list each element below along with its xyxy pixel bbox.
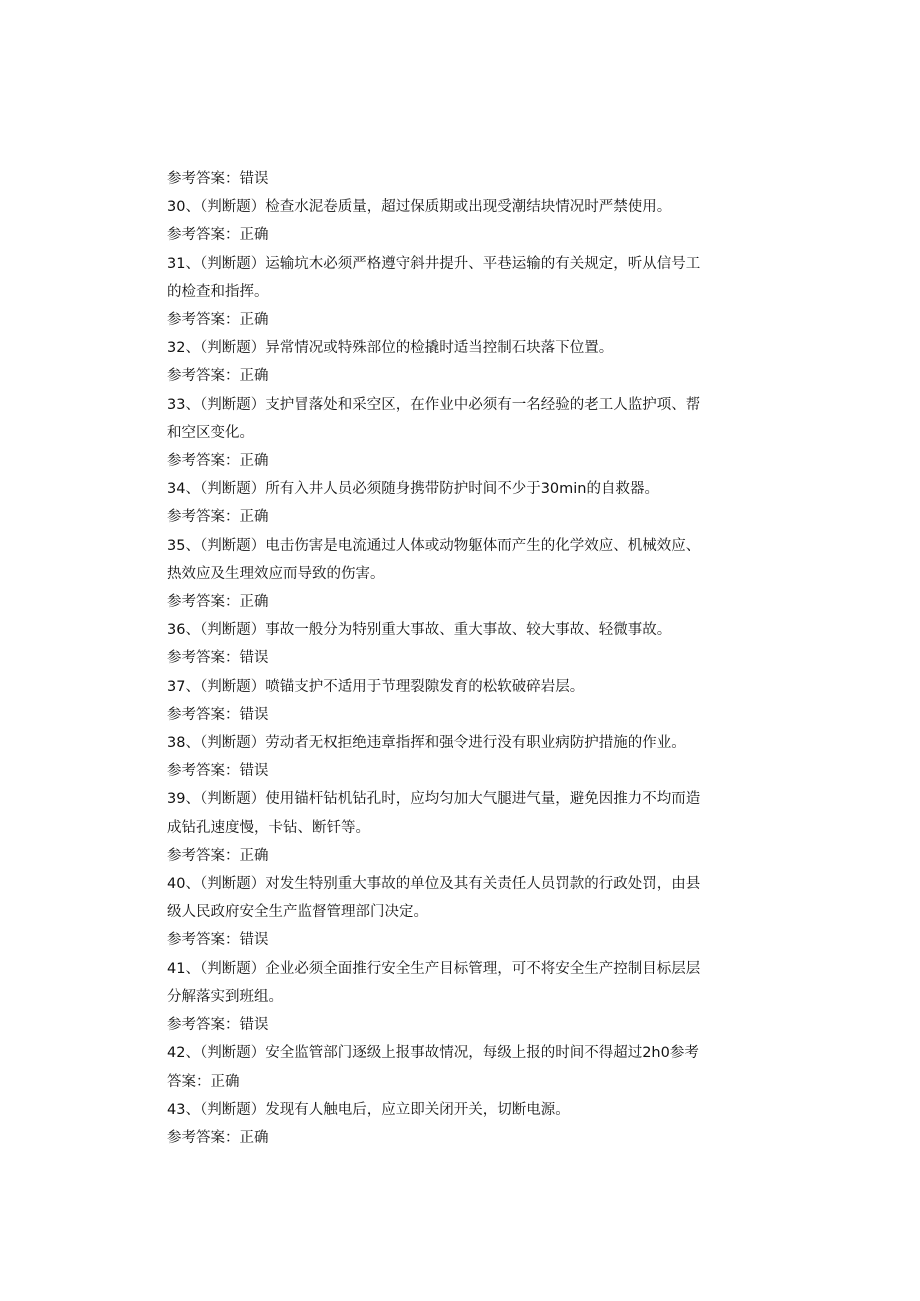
question-line: 32、（判断题）异常情况或特殊部位的检撬时适当控制石块落下位置。 (167, 340, 614, 357)
answer-line: 参考答案：错误 (167, 171, 269, 187)
question-line: 31、（判断题）运输坑木必须严格遵守斜井提升、平巷运输的有关规定，听从信号工 (167, 255, 701, 272)
question-continuation: 热效应及生理效应而导致的伤害。 (167, 565, 385, 582)
question-line: 41、（判断题）企业必须全面推行安全生产目标管理，可不将安全生产控制目标层层 (167, 960, 701, 977)
answer-line: 参考答案：错误 (167, 932, 269, 949)
answer-line: 参考答案：错误 (167, 650, 269, 667)
question-line: 36、（判断题）事故一般分为特别重大事故、重大事故、较大事故、轻微事故。 (167, 622, 672, 639)
question-line: 40、（判断题）对发生特别重大事故的单位及其有关责任人员罚款的行政处罚，由县 (167, 876, 701, 893)
answer-line: 参考答案：正确 (167, 368, 269, 385)
question-line: 33、（判断题）支护冒落处和采空区，在作业中必须有一名经验的老工人监护项、帮 (167, 396, 701, 413)
question-line: 35、（判断题）电击伤害是电流通过人体或动物躯体而产生的化学效应、机械效应、 (167, 537, 701, 554)
question-line: 34、（判断题）所有入井人员必须随身携带防护时间不少于30min的自救器。 (167, 481, 659, 498)
answer-line: 参考答案：正确 (167, 453, 269, 470)
answer-line: 参考答案：错误 (167, 1017, 269, 1034)
question-continuation: 和空区变化。 (167, 424, 254, 441)
question-continuation: 的检查和指挥。 (167, 283, 269, 300)
answer-line: 参考答案：正确 (167, 594, 269, 611)
question-line: 39、（判断题）使用锚杆钻机钻孔时，应均匀加大气腿进气量，避免因推力不均而造 (167, 791, 701, 808)
question-line: 38、（判断题）劳动者无权拒绝违章指挥和强令进行没有职业病防护措施的作业。 (167, 735, 686, 752)
answer-line: 参考答案：正确 (167, 847, 269, 864)
answer-line: 参考答案：正确 (167, 509, 269, 526)
answer-line: 参考答案：错误 (167, 763, 269, 780)
question-list (167, 165, 745, 1152)
answer-line: 参考答案：正确 (167, 1129, 269, 1146)
question-line: 43、（判断题）发现有人触电后，应立即关闭开关，切断电源。 (167, 1101, 570, 1118)
question-line: 42、（判断题）安全监管部门逐级上报事故情况，每级上报的时间不得超过2h0参考 (167, 1045, 699, 1062)
question-continuation: 级人民政府安全生产监督管理部门决定。 (167, 904, 428, 921)
answer-line: 参考答案：正确 (167, 312, 269, 329)
question-continuation: 分解落实到班组。 (167, 988, 283, 1005)
answer-line: 参考答案：正确 (167, 227, 269, 244)
question-line: 37、（判断题）喷锚支护不适用于节理裂隙发育的松软破碎岩层。 (167, 678, 585, 695)
answer-line: 参考答案：错误 (167, 706, 269, 723)
question-continuation: 答案：正确 (167, 1073, 240, 1090)
question-line: 30、（判断题）检查水泥卷质量，超过保质期或出现受潮结块情况时严禁使用。 (167, 199, 672, 216)
question-continuation: 成钻孔速度慢，卡钻、断钎等。 (167, 819, 370, 836)
